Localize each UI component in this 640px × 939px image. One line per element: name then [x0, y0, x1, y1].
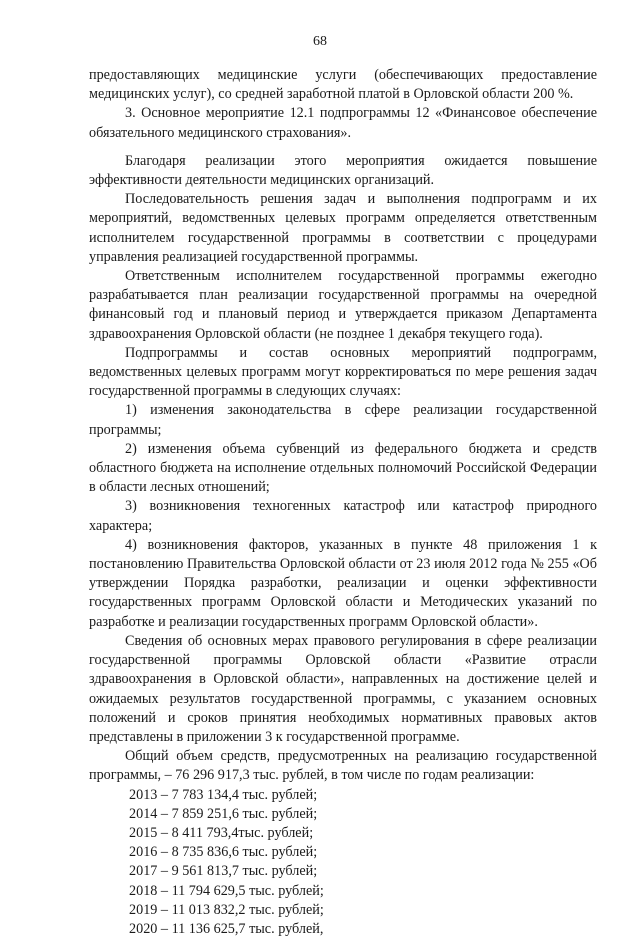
year-amount: 2019 – 11 013 832,2 тыс. рублей; [129, 901, 324, 918]
paragraph: Сведения об основных мерах правового регулирования в сфере реализации государственной программы Орловской области «Развитие отрасли здравоохранения в Орловской области», направленных на достижение целей и ожидаемых результатов государственной программы, с указанием основных положений и сроков принятия необходимых нормативных правовых актов представлены в приложении 3 к государственной программе. [89, 632, 597, 745]
year-amount: 2013 – 7 783 134,4 тыс. рублей; [129, 786, 318, 803]
year-amount: 2016 – 8 735 836,6 тыс. рублей; [129, 844, 318, 861]
paragraph: 3. Основное мероприятие 12.1 подпрограммы 12 «Финансовое обеспечение обязательного медицинского страхования». [89, 105, 597, 141]
paragraph: предоставляющих медицинские услуги (обеспечивающих предоставление медицинских услуг), со средней заработной платой в Орловской области 200 %. [89, 67, 597, 103]
spacer [89, 143, 597, 152]
list-item: 1) изменения законодательства в сфере реализации государственной программы; [89, 402, 597, 438]
year-amount: 2020 – 11 136 625,7 тыс. рублей, [129, 920, 324, 937]
paragraph: Общий объем средств, предусмотренных на реализацию государственной программы, – 76 296 917,3 тыс. рублей, в том числе по годам реализации: [89, 748, 597, 784]
list-item: 4) возникновения факторов, указанных в пункте 48 приложения 1 к постановлению Правительства Орловской области от 23 июля 2012 года № 255 «Об утверждении Порядка разработки, реализации и оценки эффективности государственных программ Орловской области и Методических указаний по разработке и реализации государственных программ Орловской области». [89, 536, 597, 630]
document-body [89, 66, 597, 939]
year-amount: 2014 – 7 859 251,6 тыс. рублей; [129, 805, 318, 822]
paragraph: Подпрограммы и состав основных мероприятий подпрограмм, ведомственных целевых программ могут корректироваться по мере решения задач государственной программы в следующих случаях: [89, 344, 597, 400]
year-amount: 2018 – 11 794 629,5 тыс. рублей; [129, 882, 324, 899]
year-amount: 2015 – 8 411 793,4тыс. рублей; [129, 824, 314, 841]
year-amount: 2017 – 9 561 813,7 тыс. рублей; [129, 863, 318, 880]
list-item: 3) возникновения техногенных катастроф или катастроф природного характера; [89, 498, 597, 534]
list-item: 2) изменения объема субвенций из федерального бюджета и средств областного бюджета на исполнение отдельных полномочий Российской Федерации в области лесных отношений; [89, 440, 597, 496]
paragraph: Благодаря реализации этого мероприятия ожидается повышение эффективности деятельности медицинских организаций. [89, 152, 597, 189]
page-number: 68 [313, 34, 327, 49]
paragraph: Ответственным исполнителем государственной программы ежегодно разрабатывается план реализации государственной программы на очередной финансовый год и плановый период и утверждается приказом Департамента здравоохранения Орловской области (не позднее 1 декабря текущего года). [89, 268, 597, 342]
paragraph: Последовательность решения задач и выполнения подпрограмм и их мероприятий, ведомственных целевых программ определяется ответственным исполнителем государственной программы в соответствии с процедурами управления реализацией государственной программы. [89, 191, 597, 265]
